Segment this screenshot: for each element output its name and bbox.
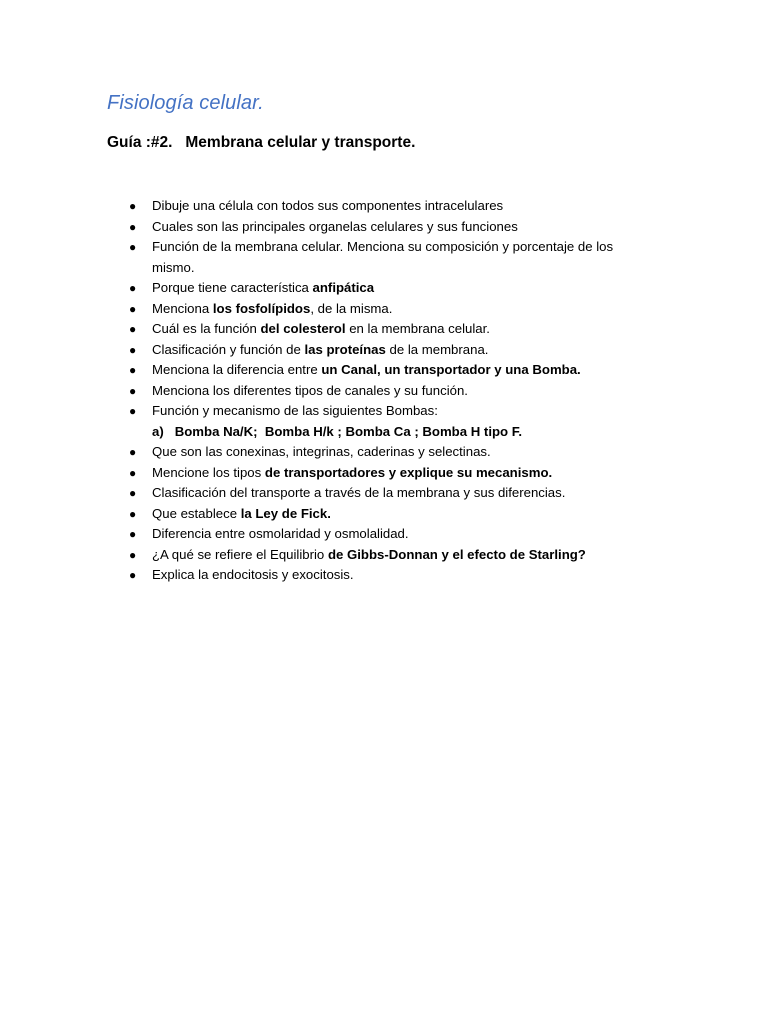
list-item xyxy=(0,360,768,381)
bullet-icon: ● xyxy=(129,199,137,213)
item-bold-text: anfipática xyxy=(312,280,375,295)
item-text: Dibuje una célula con todos sus componentes intracelulares xyxy=(152,198,504,213)
item-text: Función y mecanismo de las siguientes Bombas: xyxy=(152,403,438,418)
list-item xyxy=(0,524,768,545)
item-text: Explica la endocitosis y exocitosis. xyxy=(152,567,354,582)
list-item xyxy=(0,401,768,442)
item-text: Cuales son las principales organelas celulares y sus funciones xyxy=(152,218,518,234)
bullet-icon: ● xyxy=(129,383,137,398)
bullet-icon: ● xyxy=(129,219,137,234)
item-text: Función de la membrana celular. Menciona su composición y porcentaje de los mismo. xyxy=(152,239,614,275)
item-text: Menciona los diferentes tipos de canales y su función. xyxy=(152,382,468,398)
item-bold-text: la Ley de Fick. xyxy=(240,505,331,521)
bullet-icon: ● xyxy=(129,404,137,418)
list-item xyxy=(0,463,768,484)
list-item xyxy=(0,196,768,217)
bullet-icon: ● xyxy=(129,506,137,521)
bullet-icon: ● xyxy=(129,301,137,316)
list-item xyxy=(0,340,768,361)
list-item xyxy=(0,278,768,299)
item-bold-text: las proteínas xyxy=(304,341,386,357)
item-text: Clasificación y función de xyxy=(152,341,305,357)
list-item xyxy=(0,319,768,340)
item-text-suffix: , de la misma. xyxy=(310,300,393,316)
list-item xyxy=(0,565,768,586)
bullet-icon: ● xyxy=(129,363,137,377)
item-bold-text: de transportadores y explique su mecanismo. xyxy=(264,464,553,480)
list-item xyxy=(0,504,768,525)
document-subtitle: Guía :#2. Membrana celular y transporte. xyxy=(107,134,416,151)
item-text: Que son las conexinas, integrinas, caderinas y selectinas. xyxy=(152,444,491,459)
item-text: ¿A qué se refiere el Equilibrio xyxy=(152,546,328,562)
item-text: Clasificación del transporte a través de la membrana y sus diferencias. xyxy=(152,485,566,500)
bullet-icon: ● xyxy=(129,342,137,357)
list-item xyxy=(0,237,768,278)
item-text-suffix: en la membrana celular. xyxy=(345,321,490,336)
question-list xyxy=(0,196,768,586)
item-text: Mencione los tipos xyxy=(152,464,265,480)
bullet-icon: ● xyxy=(129,465,137,480)
item-text: Que establece xyxy=(152,505,241,521)
item-bold-text: un Canal, un transportador y una Bomba. xyxy=(321,362,581,377)
item-bold-text: los fosfolípidos xyxy=(212,300,311,316)
list-item xyxy=(0,442,768,463)
list-item xyxy=(0,381,768,402)
item-text: Menciona xyxy=(152,300,213,316)
bullet-icon: ● xyxy=(129,445,137,459)
list-item xyxy=(0,299,768,320)
list-item xyxy=(0,483,768,504)
bullet-icon: ● xyxy=(129,568,137,582)
bullet-icon: ● xyxy=(129,547,137,562)
list-item xyxy=(0,217,768,238)
item-text: Menciona la diferencia entre xyxy=(152,362,322,377)
bullet-icon: ● xyxy=(129,322,137,336)
item-bold-text: del colesterol xyxy=(260,321,346,336)
item-text-suffix: de la membrana. xyxy=(385,341,489,357)
item-text: Diferencia entre osmolaridad y osmolalidad. xyxy=(152,526,409,541)
bullet-icon: ● xyxy=(129,527,137,541)
bullet-icon: ● xyxy=(129,240,137,254)
list-item xyxy=(0,545,768,566)
item-bold-text: de Gibbs-Donnan y el efecto de Starling? xyxy=(327,546,586,562)
bullet-icon: ● xyxy=(129,486,137,500)
document-title: Fisiología celular. xyxy=(107,92,264,114)
item-text: Porque tiene característica xyxy=(152,280,313,295)
item-text: Cuál es la función xyxy=(152,321,261,336)
bullet-icon: ● xyxy=(129,281,137,295)
pump-sublist: a) Bomba Na/K; Bomba H/k ; Bomba Ca ; Bomba H tipo F. xyxy=(152,423,523,439)
